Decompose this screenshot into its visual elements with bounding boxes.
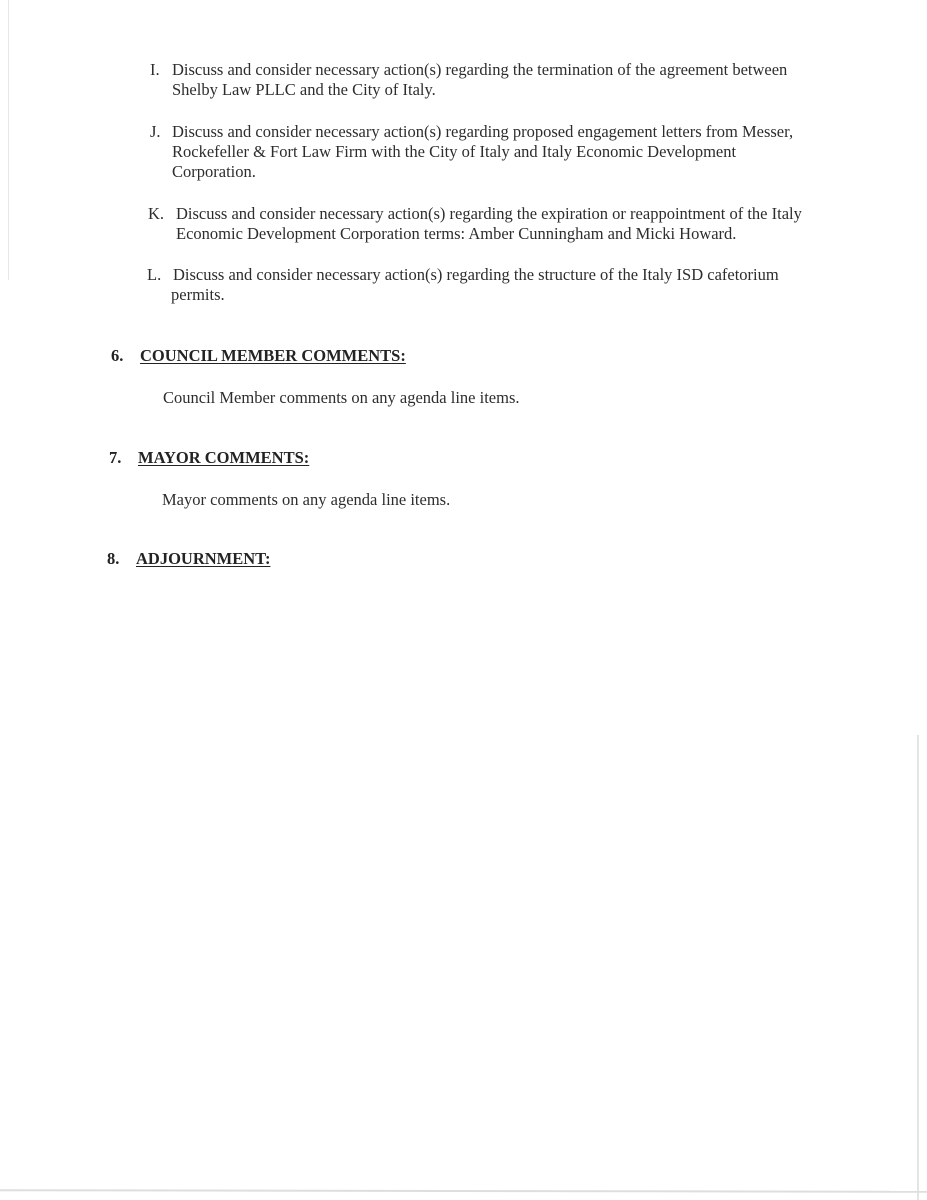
agenda-item-text xyxy=(176,204,802,244)
section-title: ADJOURNMENT: xyxy=(136,549,271,568)
agenda-item-letter: I. xyxy=(150,60,160,79)
agenda-item-line: Discuss and consider necessary action(s) regarding the expiration or reappointment of the Italy xyxy=(176,204,802,223)
agenda-item-letter: J. xyxy=(150,122,161,141)
scan-edge-right xyxy=(917,735,919,1200)
agenda-item-line: Corporation. xyxy=(172,162,256,181)
section-number: 7. xyxy=(109,448,122,467)
scan-edge-left xyxy=(8,0,9,280)
agenda-item-line: Discuss and consider necessary action(s) regarding the structure of the Italy ISD cafetorium xyxy=(173,265,779,284)
section-number: 8. xyxy=(107,549,120,568)
scan-edge-bottom xyxy=(0,1189,927,1193)
section-title: MAYOR COMMENTS: xyxy=(138,448,310,467)
agenda-item-text xyxy=(173,265,779,305)
agenda-item-text xyxy=(172,60,787,100)
agenda-item-line: Shelby Law PLLC and the City of Italy. xyxy=(172,80,436,99)
agenda-item-line: Discuss and consider necessary action(s) regarding the termination of the agreement between xyxy=(172,60,788,79)
agenda-item-line: Economic Development Corporation terms: Amber Cunningham and Micki Howard. xyxy=(176,224,737,243)
section-body: Council Member comments on any agenda line items. xyxy=(163,388,520,407)
section-title: COUNCIL MEMBER COMMENTS: xyxy=(140,346,406,365)
agenda-item-letter: L. xyxy=(147,265,162,284)
section-body: Mayor comments on any agenda line items. xyxy=(162,490,451,509)
agenda-item-line: Discuss and consider necessary action(s) regarding proposed engagement letters from Messer, xyxy=(172,122,794,141)
agenda-item-text xyxy=(172,122,793,182)
section-number: 6. xyxy=(111,346,124,365)
agenda-item-letter: K. xyxy=(148,204,165,223)
agenda-item-line: permits. xyxy=(171,285,225,304)
agenda-item-line: Rockefeller & Fort Law Firm with the City of Italy and Italy Economic Development xyxy=(172,142,737,161)
